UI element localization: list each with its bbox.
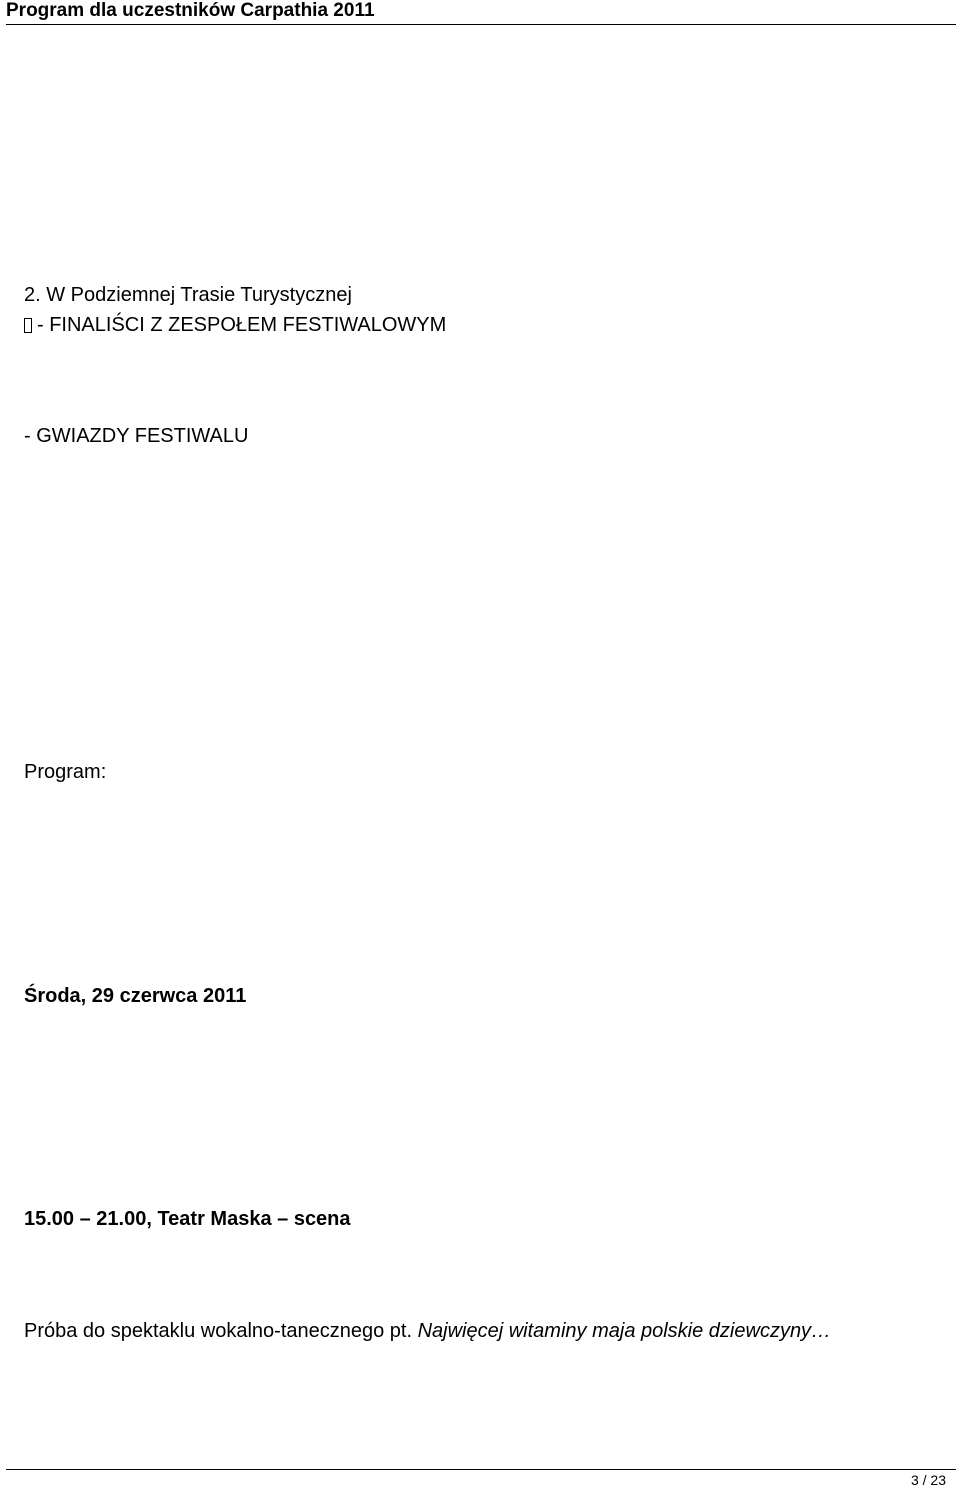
route-heading: 2. W Podziemnej Trasie Turystycznej <box>24 284 352 306</box>
finalists-line <box>24 313 446 337</box>
missing-glyph-box-icon <box>24 318 32 333</box>
festival-stars-line: - GWIAZDY FESTIWALU <box>24 425 249 447</box>
document-header-title: Program dla uczestników Carpathia 2011 <box>6 0 375 21</box>
rehearsal-line <box>24 1319 831 1343</box>
schedule-entry: 15.00 – 21.00, Teatr Maska – scena <box>24 1208 351 1230</box>
rehearsal-prefix: Próba do spektaklu wokalno-tanecznego pt. <box>24 1320 418 1342</box>
rehearsal-show-title: Najwięcej witaminy maja polskie dziewczyny… <box>417 1320 832 1342</box>
page-number: 3 / 23 <box>910 1472 946 1488</box>
program-label: Program: <box>24 761 107 783</box>
finalists-text: - FINALIŚCI Z ZESPOŁEM FESTIWALOWYM <box>37 314 447 336</box>
day-heading: Środa, 29 czerwca 2011 <box>24 985 247 1007</box>
header-divider <box>6 24 956 25</box>
footer-divider <box>6 1469 956 1470</box>
